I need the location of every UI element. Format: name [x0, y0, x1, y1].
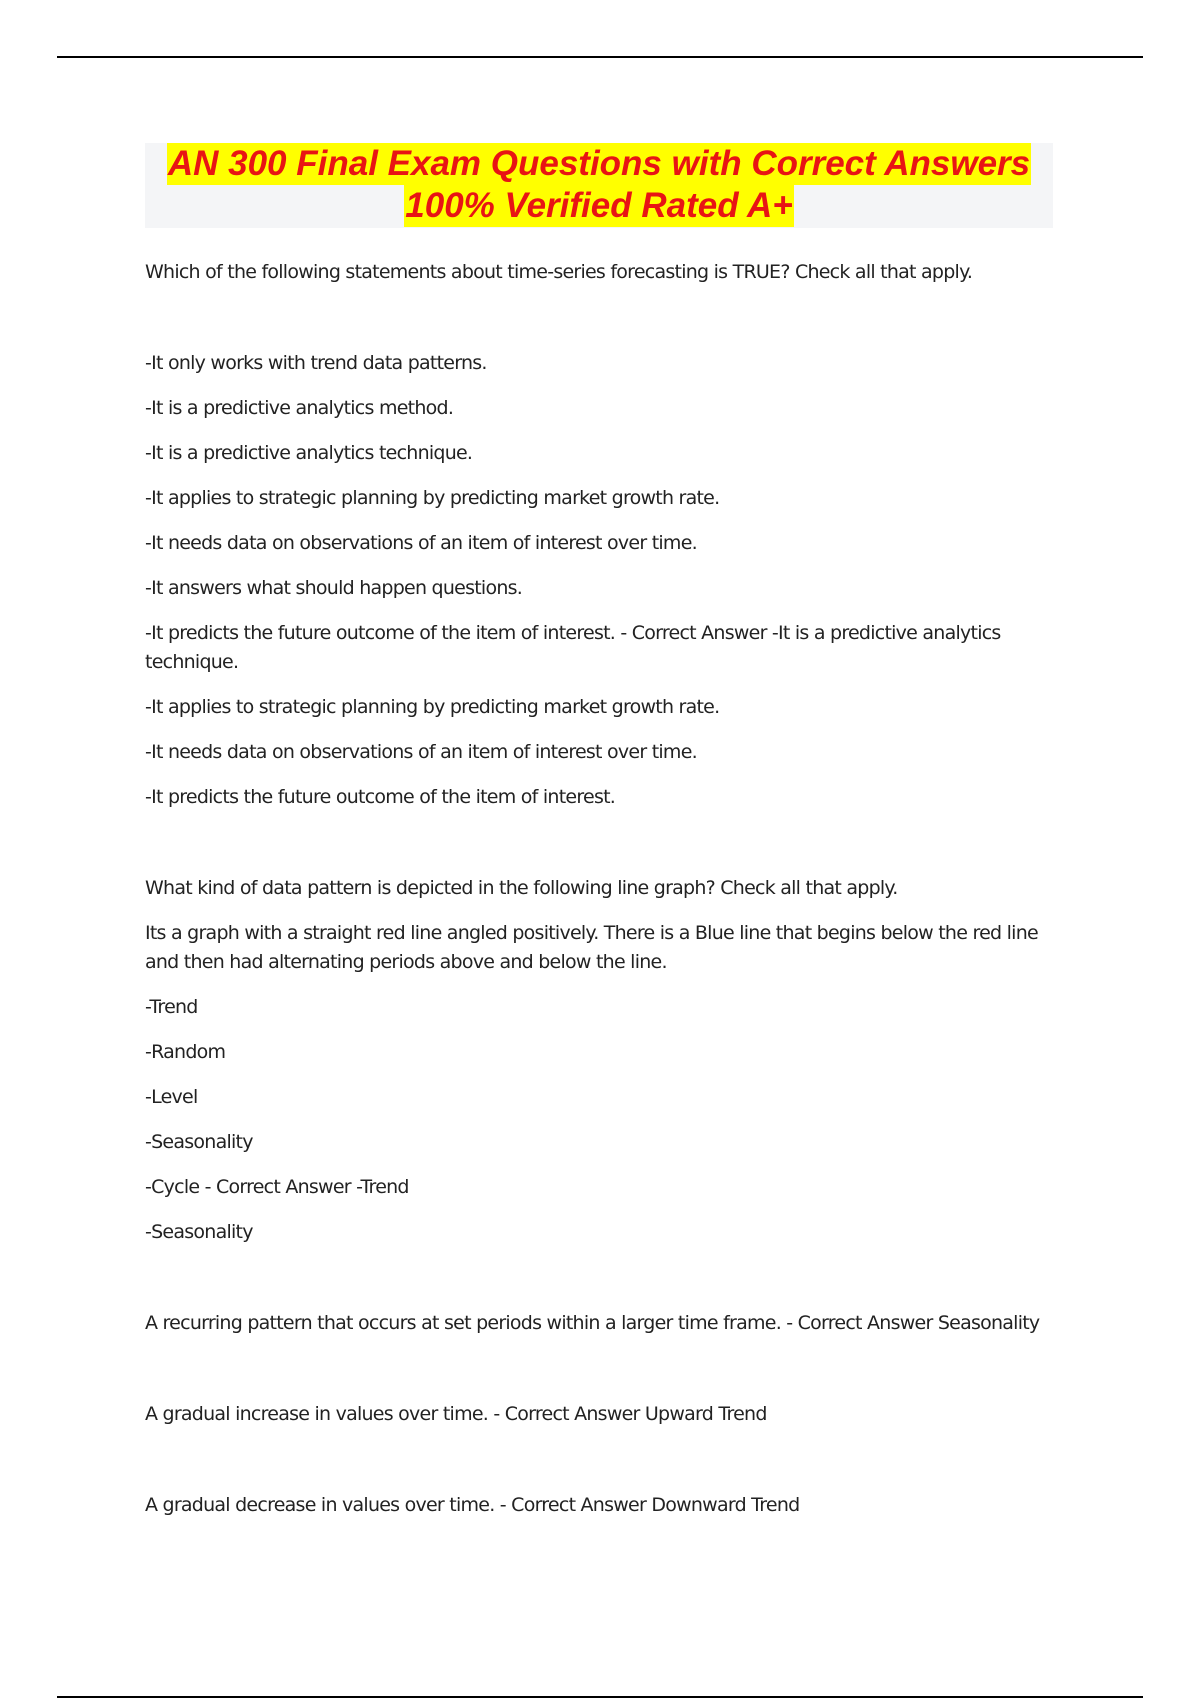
bottom-rule: [57, 1696, 1143, 1698]
question-1-answer-item: -It needs data on observations of an item of interest over time.: [145, 741, 697, 763]
document-title: [145, 143, 1053, 228]
question-2-answer: -Cycle - Correct Answer -Trend: [145, 1176, 409, 1198]
question-1-option: -It only works with trend data patterns.: [145, 352, 487, 374]
question-1-option: -It needs data on observations of an item of interest over time.: [145, 532, 697, 554]
question-1-option: -It is a predictive analytics method.: [145, 397, 454, 419]
question-2-option: -Random: [145, 1041, 226, 1063]
title-line-2: 100% Verified Rated A+: [405, 186, 793, 225]
question-1-prompt: Which of the following statements about time-series forecasting is TRUE? Check all that apply.: [145, 261, 973, 283]
question-1-answer-item: -It applies to strategic planning by predicting market growth rate.: [145, 696, 720, 718]
title-line-1: AN 300 Final Exam Questions with Correct Answers: [167, 144, 1031, 183]
question-1-answer: -It predicts the future outcome of the item of interest. - Correct Answer -It is a predictive analytics technique.: [145, 622, 1001, 673]
question-2-option: -Seasonality: [145, 1131, 253, 1153]
question-2-description: Its a graph with a straight red line angled positively. There is a Blue line that begins below the red line and then had alternating periods above and below the line.: [145, 922, 1038, 973]
question-1-option: -It answers what should happen questions.: [145, 577, 523, 599]
top-rule: [57, 56, 1143, 58]
question-4: A gradual increase in values over time. - Correct Answer Upward Trend: [145, 1403, 767, 1425]
question-2-option: -Level: [145, 1086, 198, 1108]
question-1-answer-item: -It predicts the future outcome of the item of interest.: [145, 786, 616, 808]
question-5: A gradual decrease in values over time. - Correct Answer Downward Trend: [145, 1494, 800, 1516]
question-1-option: -It is a predictive analytics technique.: [145, 442, 473, 464]
question-3: A recurring pattern that occurs at set periods within a larger time frame. - Correct Answer Seasonality: [145, 1312, 1040, 1334]
question-2-answer-item: -Seasonality: [145, 1221, 253, 1243]
question-2-prompt: What kind of data pattern is depicted in the following line graph? Check all that apply.: [145, 877, 898, 899]
document-body: [145, 258, 1070, 1536]
question-2-option: -Trend: [145, 996, 198, 1018]
question-1-option: -It applies to strategic planning by predicting market growth rate.: [145, 487, 720, 509]
